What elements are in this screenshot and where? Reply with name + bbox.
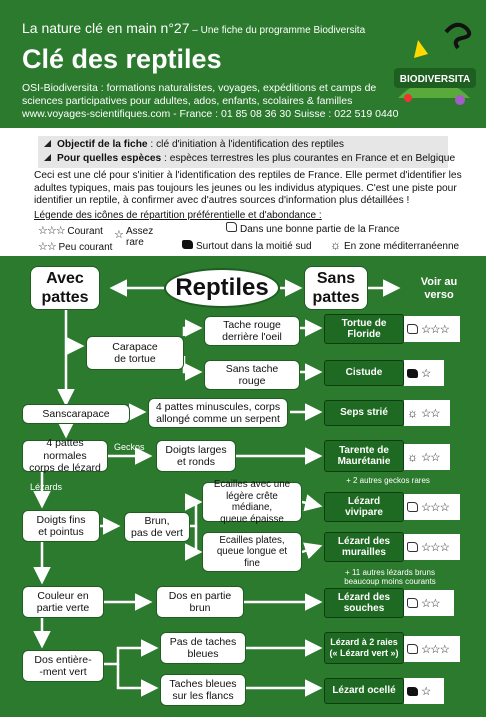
step-carapace[interactable]: Carapace de tortue xyxy=(86,336,184,370)
sun-icon: ☼ xyxy=(407,450,418,464)
legend-mediterranee xyxy=(330,238,459,252)
result-lezard-vivipare-icons xyxy=(404,494,460,520)
abundance-stars-icon: ☆ xyxy=(421,368,431,380)
abundance-stars-icon: ☆☆ xyxy=(421,598,440,610)
france-outline-icon xyxy=(226,222,237,232)
result-tarente-mauretanie[interactable]: Tarente de Maurétanie xyxy=(324,440,404,472)
triangle-bullet-icon xyxy=(44,154,51,161)
step-avec-pattes[interactable]: Avec pattes xyxy=(30,266,100,310)
logo-text: BIODIVERSITA xyxy=(399,74,471,85)
legend-peu-courant-label: Peu courant xyxy=(58,242,113,253)
result-cistude-icons xyxy=(404,360,444,386)
abundance-stars-icon: ☆☆ xyxy=(421,452,440,464)
abundance-stars-icon: ☆☆☆ xyxy=(421,324,449,336)
legend-bonne-partie-label: Dans une bonne partie de la France xyxy=(240,224,400,235)
result-cistude[interactable]: Cistude xyxy=(324,360,404,386)
org-contact-line[interactable]: www.voyages-scientifiques.com - France : 01 85 08 36 30 Suisse : 022 519 0440 xyxy=(22,108,399,120)
objective-text: : clé d'initiation à l'identification des reptiles xyxy=(147,139,345,150)
step-reptiles[interactable]: Reptiles xyxy=(164,268,280,308)
result-seps-strie[interactable]: Seps strié xyxy=(324,400,404,426)
one-star-icon: ☆ xyxy=(114,229,123,241)
legend-title: Légende des icônes de répartition préférentielle et d'abondance : xyxy=(34,210,322,221)
species-row xyxy=(44,152,456,166)
abundance-stars-icon: ☆☆☆ xyxy=(421,502,449,514)
result-lezard-souches-icons xyxy=(404,590,454,616)
step-4-pattes-normales[interactable]: 4 pattes normales corps de lézard xyxy=(22,440,108,472)
abundance-stars-icon: ☆☆☆ xyxy=(421,542,449,554)
biodiversita-logo xyxy=(388,18,480,108)
identification-key xyxy=(0,256,486,717)
note-geckos: + 2 autres geckos rares xyxy=(346,476,430,485)
france-outline-icon xyxy=(407,644,418,654)
step-dos-brun[interactable]: Dos en partie brun xyxy=(156,586,244,618)
step-brun-pas-de-vert[interactable]: Brun, pas de vert xyxy=(124,512,190,542)
step-sans-pattes[interactable]: Sans pattes xyxy=(304,266,368,310)
legend-moitie-sud-label: Surtout dans la moitié sud xyxy=(196,241,312,252)
result-lezard-ocelle-icons xyxy=(404,678,444,704)
step-ecailles-crete[interactable]: Ecailles avec une légère crête médiane, queue épaisse xyxy=(202,482,302,522)
organisation-info xyxy=(22,82,422,121)
org-line-2: sciences participatives pour adultes, ados, enfants, scolaires & familles xyxy=(22,95,353,107)
result-tarente-icons xyxy=(404,444,450,470)
series-suffix: – Une fiche du programme Biodiversita xyxy=(189,25,366,36)
sun-icon: ☼ xyxy=(330,238,341,252)
label-geckos: Geckos xyxy=(114,442,145,452)
voir-verso-link[interactable]: Voir au verso xyxy=(420,276,458,301)
result-lezard-vivipare[interactable]: Lézard vivipare xyxy=(324,492,404,522)
legend-assez-rare-label: Assez rare xyxy=(126,226,154,248)
header-banner xyxy=(0,0,486,128)
page-title: Clé des reptiles xyxy=(22,44,222,74)
two-stars-icon: ☆☆ xyxy=(38,241,56,253)
legend-peu-courant xyxy=(38,240,112,253)
france-outline-icon xyxy=(407,598,418,608)
abundance-stars-icon: ☆ xyxy=(421,686,431,698)
step-dos-entierement-vert[interactable]: Dos entière- -ment vert xyxy=(22,650,104,682)
france-outline-icon xyxy=(407,324,418,334)
legend-courant xyxy=(38,224,103,237)
note-lezards: + 11 autres lézards bruns beaucoup moins courants xyxy=(344,568,436,586)
result-lezard-ocelle[interactable]: Lézard ocellé xyxy=(324,678,404,704)
legend-courant-label: Courant xyxy=(67,226,103,237)
step-taches-bleues[interactable]: Taches bleues sur les flancs xyxy=(160,674,246,706)
result-lezard-deux-raies-icons xyxy=(404,636,460,662)
species-label: Pour quelles espèces xyxy=(57,153,162,164)
legend-mediterranee-label: En zone méditerranéenne xyxy=(344,241,460,252)
series-label: La nature clé en main n°27 xyxy=(22,20,190,36)
france-south-icon xyxy=(182,240,193,249)
result-lezard-murailles[interactable]: Lézard des murailles xyxy=(324,532,404,562)
france-south-icon xyxy=(407,369,418,378)
series-line xyxy=(22,20,365,36)
result-seps-strie-icons xyxy=(404,400,450,426)
species-text: : espèces terrestres les plus courantes en France et en Belgique xyxy=(161,153,456,164)
org-line-1: OSI-Biodiversita : formations naturalistes, voyages, expéditions et camps de xyxy=(22,82,377,94)
legend-bonne-partie xyxy=(226,222,400,235)
step-4-pattes-minuscules[interactable]: 4 pattes minuscules, corps allongé comme un serpent xyxy=(148,398,288,428)
objective-label: Objectif de la fiche xyxy=(57,139,148,150)
step-ecailles-plates[interactable]: Ecailles plates, queue longue et fine xyxy=(202,532,302,572)
abundance-stars-icon: ☆☆ xyxy=(421,408,440,420)
france-outline-icon xyxy=(407,542,418,552)
step-sans-carapace[interactable]: Sanscarapace xyxy=(22,404,130,424)
step-doigts-fins[interactable]: Doigts fins et pointus xyxy=(22,510,100,542)
abundance-stars-icon: ☆☆☆ xyxy=(421,644,449,656)
triangle-bullet-icon xyxy=(44,140,51,147)
step-couleur-verte[interactable]: Couleur en partie verte xyxy=(22,586,104,618)
result-tortue-floride-icons xyxy=(404,316,460,342)
step-pas-taches-bleues[interactable]: Pas de taches bleues xyxy=(160,632,246,664)
step-tache-rouge[interactable]: Tache rouge derrière l'oeil xyxy=(204,316,300,346)
result-lezard-deux-raies[interactable]: Lézard à 2 raies (« Lézard vert ») xyxy=(324,632,404,664)
step-sans-tache-rouge[interactable]: Sans tache rouge xyxy=(204,360,300,390)
label-lezards: Lézards xyxy=(30,482,63,492)
result-lezard-souches[interactable]: Lézard des souches xyxy=(324,588,404,618)
legend-moitie-sud xyxy=(182,240,312,252)
step-doigts-larges[interactable]: Doigts larges et ronds xyxy=(156,440,236,472)
france-outline-icon xyxy=(407,502,418,512)
result-lezard-murailles-icons xyxy=(404,534,460,560)
sun-icon: ☼ xyxy=(407,406,418,420)
france-south-icon xyxy=(407,687,418,696)
objective-row xyxy=(44,138,444,152)
legend-assez-rare xyxy=(114,226,154,248)
intro-text: Ceci est une clé pour s'initier à l'identification des reptiles de France. Elle permet d'identifier les adultes typiques, mais pas toujours les jeunes ou les individus atypiques. C'est une piste pour identifier un reptile, à confirmer avec d'autres sources d'information plus détaillées ! xyxy=(34,170,462,206)
objectives-panel xyxy=(38,136,456,168)
result-tortue-floride[interactable]: Tortue de Floride xyxy=(324,314,404,344)
three-stars-icon: ☆☆☆ xyxy=(38,225,65,237)
